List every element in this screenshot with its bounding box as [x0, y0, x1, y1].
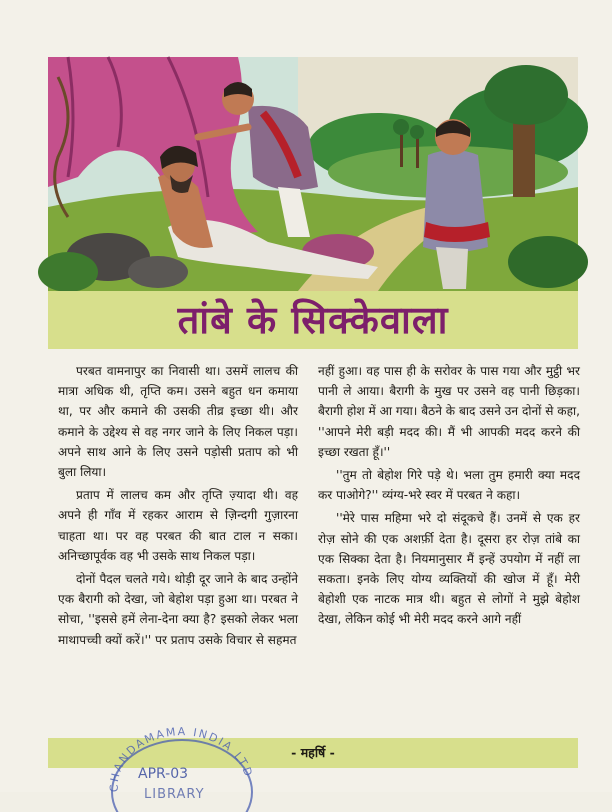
paragraph: प्रताप में लालच कम और तृप्ति ज़्यादा थी। वह अपने ही गाँव में रहकर आराम से ज़िन्दगी गुज़ारना चाहता था। पर वह परबत की बात टाल न सका। अनिच्छापूर्वक वह भी उसके साथ निकल पड़ा। — [58, 488, 298, 563]
left-column — [58, 361, 298, 653]
paragraph: ''तुम तो बेहोश गिरे पड़े थे। भला तुम हमारी क्या मदद कर पाओगे?'' व्यंग्य-भरे स्वर में परबत ने कहा। — [318, 468, 580, 503]
illustration-art — [48, 57, 578, 291]
story-title: तांबे के सिक्केवाला — [177, 298, 449, 342]
library-stamp — [96, 722, 266, 812]
stamp-date: APR-03 — [138, 766, 189, 782]
paragraph: नहीं हुआ। वह पास ही के सरोवर के पास गया और मुट्ठी भर पानी ले आया। बैरागी के मुख पर उसने वह पानी छिड़का। बैरागी होश में आ गया। बैठने के बाद उसने उन दोनों से कहा, ''आपने मेरी बड़ी मदद की। मैं भी आपकी मदद करने की इच्छा रखता हूँ।'' — [318, 364, 580, 459]
story-illustration — [48, 57, 578, 291]
paragraph: परबत वामनापुर का निवासी था। उसमें लालच की मात्रा अधिक थी, तृप्ति कम। उसने बहुत धन कमाया था, पर और कमाने की उसकी तीव्र इच्छा थी। और कमाने के उद्देश्य से वह नगर जाने के लिए निकल पड़ा। अपने साथ आने के लिए उसने पड़ोसी प्रताप को भी बुला लिया। — [58, 364, 298, 480]
stamp-bottom-text: LIBRARY — [144, 787, 205, 802]
paragraph: दोनों पैदल चलते गये। थोड़ी दूर जाने के बाद उन्होंने एक बैरागी को देखा, जो बेहोश पड़ा हुआ था। परबत ने सोचा, ''इससे हमें लेना-देना क्या है? इसको लेकर भला माथापच्ची क्यों करें।'' पर प्रताप उसके विचार से सहमत — [58, 572, 298, 647]
title-band — [48, 291, 578, 349]
stamp-top-text: CHANDAMAMA INDIA LTD — [107, 725, 256, 793]
right-column — [318, 361, 580, 633]
author-credit: - महर्षि - — [291, 745, 335, 760]
paragraph: ''मेरे पास महिमा भरे दो संदूकचे हैं। उनमें से एक हर रोज़ सोने की एक अशर्फ़ी देता है। दूसरा हर रोज़ तांबे का एक सिक्का देता है। नियमानुसार मैं इन्हें उपयोग में नहीं ला सकता। इनके लिए योग्य व्यक्तियों की खोज में हूँ। मेरी बेहोशी एक नाटक मात्र थी। बहुत से लोगों ने मुझे बेहोश देखा, लेकिन कोई भी मेरी मदद करने आगे नहीं — [318, 511, 580, 627]
